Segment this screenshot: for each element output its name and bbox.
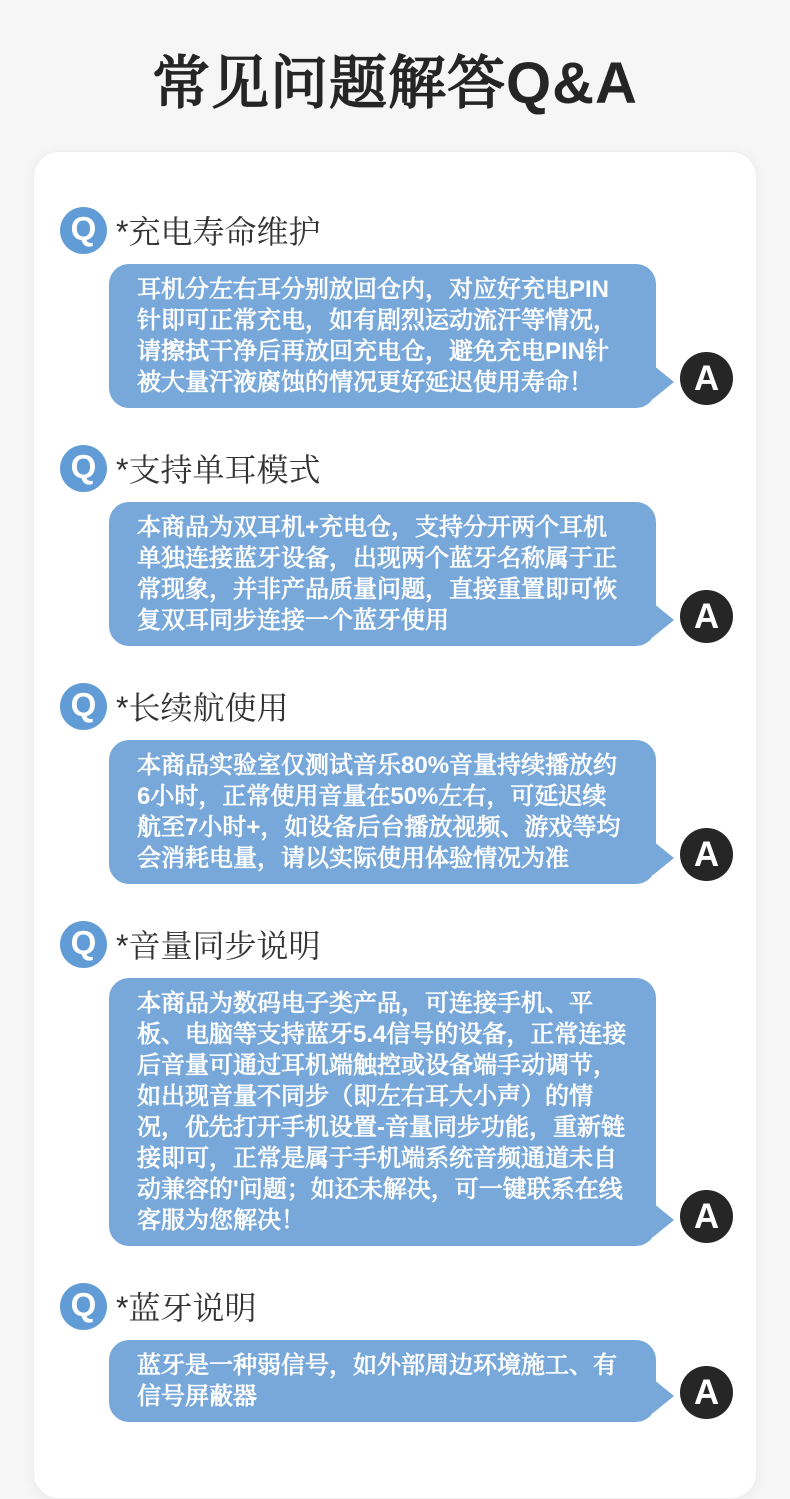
answer-row [109,502,720,646]
question-title: *蓝牙说明 [116,1290,257,1326]
faq-card [33,151,757,1499]
answer-row [109,1340,720,1422]
q-badge-icon: Q [60,683,107,730]
a-badge-icon: A [680,352,733,405]
a-badge-icon: A [680,1190,733,1243]
a-badge-icon: A [680,1366,733,1419]
question-title: *充电寿命维护 [116,214,321,250]
a-badge-icon: A [680,828,733,881]
answer-text: 本商品为数码电子类产品，可连接手机、平板、电脑等支持蓝牙5.4信号的设备，正常连接后音量可通过耳机端触控或设备端手动调节，如出现音量不同步（即左右耳大小声）的情况，优先打开手机设置-音量同步功能，重新链接即可，正常是属于手机端系统音频通道未自动兼容的'问题；如还未解决，可一键联系在线客服为您解决！ [137,990,627,1234]
q-badge-icon: Q [60,207,107,254]
q-badge-icon: Q [60,921,107,968]
answer-row [109,264,720,408]
answer-row [109,978,720,1246]
qa-item [34,206,756,408]
question-title: *音量同步说明 [116,928,321,964]
question-row [34,1282,756,1330]
question-row [34,920,756,968]
answer-bubble [109,978,656,1246]
question-row [34,444,756,492]
answer-text: 蓝牙是一种弱信号，如外部周边环境施工、有信号屏蔽器 [137,1352,617,1410]
answer-text: 本商品实验室仅测试音乐80%音量持续播放约6小时，正常使用音量在50%左右，可延迟续航至7小时+，如设备后台播放视频、游戏等均会消耗电量，请以实际使用体验情况为准 [137,752,621,872]
qa-item [34,1282,756,1422]
q-badge-icon: Q [60,1283,107,1330]
a-badge-icon: A [680,590,733,643]
question-row [34,682,756,730]
qa-item [34,682,756,884]
answer-bubble [109,502,656,646]
answer-bubble [109,740,656,884]
answer-text: 本商品为双耳机+充电仓，支持分开两个耳机单独连接蓝牙设备，出现两个蓝牙名称属于正常现象，并非产品质量问题，直接重置即可恢复双耳同步连接一个蓝牙使用 [137,514,617,634]
qa-item [34,920,756,1246]
question-title: *长续航使用 [116,690,289,726]
question-title: *支持单耳模式 [116,452,321,488]
answer-bubble [109,264,656,408]
answer-bubble [109,1340,656,1422]
answer-text: 耳机分左右耳分别放回仓内，对应好充电PIN针即可正常充电，如有剧烈运动流汗等情况，请擦拭干净后再放回充电仓，避免充电PIN针被大量汗液腐蚀的情况更好延迟使用寿命！ [137,276,617,396]
qa-item [34,444,756,646]
q-badge-icon: Q [60,445,107,492]
question-row [34,206,756,254]
page-title: 常见问题解答Q&A [152,51,638,116]
answer-row [109,740,720,884]
